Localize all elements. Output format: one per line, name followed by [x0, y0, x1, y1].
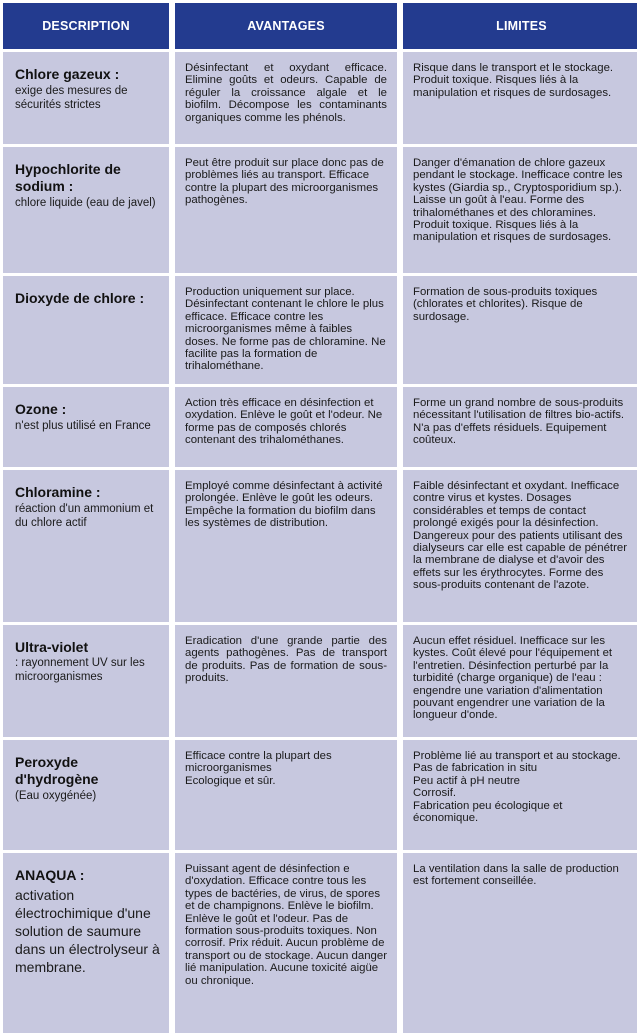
row-title: Ultra-violet [15, 639, 89, 655]
avantage-line: Ecologique et sûr. [185, 774, 276, 787]
row-chlore-gazeux-avantages: Désinfectant et oxydant efficace. Elimine goûts et odeurs. Capable de réguler la croissance algale et le biofilm. Décompose les contaminants organiques comme les phénols. [175, 52, 397, 144]
row-ultra-violet-limites: Aucun effet résiduel. Inefficace sur les kystes. Coût élevé pour l'équipement et l'entretien. Désinfection perturbé par la turbidité (charge organique) de l'eau : engendre une variation d'alimentation pouvant engendrer une variation de la longueur d'onde. [403, 625, 637, 737]
row-title: Chlore gazeux : [15, 66, 120, 82]
row-anaqua-limites: La ventilation dans la salle de production est fortement conseillée. [403, 853, 637, 1033]
row-dioxyde-avantages: Production uniquement sur place. Désinfectant contenant le chlore le plus efficace. Efficace contre les microorganismes même à faibles doses. Ne forme pas de chloramine. Ne facilite pas la formation de trihalométhane. [175, 276, 397, 384]
row-hypochlorite-limites: Danger d'émanation de chlore gazeux pendant le stockage. Inefficace contre les kystes (Giardia sp., Cryptosporidium sp.). Laisse un goût à l'eau. Forme des trihalométhanes et des chloramines. Produit toxique. Risques liés à la manipulation et risques de surdosages. [403, 147, 637, 273]
row-anaqua-avantages: Puissant agent de désinfection e d'oxydation. Efficace contre tous les types de bactéries, de virus, de spores et de champignons. Enlève le biofilm. Enlève le goût et l'odeur. Pas de formation sous-produits toxiques. Non corrosif. Prix réduit. Aucun problème de transport ou de stockage. Aucun danger lié manipulation. Aucune toxicité aigüe ou chronique. [175, 853, 397, 1033]
row-dioxyde-limites: Formation de sous-produits toxiques (chlorates et chlorites). Risque de surdosage. [403, 276, 637, 384]
row-ozone-avantages: Action très efficace en désinfection et oxydation. Enlève le goût et l'odeur. Ne forme pas de composés chlorés contenant des trihalométhanes. [175, 387, 397, 467]
row-hypochlorite-description [3, 147, 169, 273]
header-limites: LIMITES [403, 3, 637, 49]
header-avantages: AVANTAGES [175, 3, 397, 49]
row-dioxyde-description [3, 276, 169, 384]
row-ozone-description [3, 387, 169, 467]
row-title: Chloramine : [15, 484, 101, 500]
header-description: DESCRIPTION [3, 3, 169, 49]
row-hypochlorite-avantages: Peut être produit sur place donc pas de problèmes liés au transport. Efficace contre la plupart des microorganismes pathogènes. [175, 147, 397, 273]
avantage-line: Efficace contre la plupart des microorganismes [185, 750, 332, 775]
row-ultra-violet-description [3, 625, 169, 737]
row-title: Ozone : [15, 401, 67, 417]
row-title: Dioxyde de chlore : [15, 290, 145, 306]
row-subtitle: chlore liquide (eau de javel) [15, 197, 156, 209]
row-anaqua-description [3, 853, 169, 1033]
row-title: Peroxyde d'hydrogène [15, 754, 99, 787]
row-subtitle: exige des mesures de sécurités strictes [15, 85, 128, 111]
limite-line: Fabrication peu écologique et économique. [413, 799, 563, 825]
row-subtitle: : rayonnement UV sur les microorganismes [15, 657, 145, 683]
row-ultra-violet-avantages: Eradication d'une grande partie des agents pathogènes. Pas de transport de produits. Pas de formation de sous-produits. [175, 625, 397, 737]
row-ozone-limites: Forme un grand nombre de sous-produits nécessitant l'utilisation de filtres bio-actifs. N'a pas d'effets résiduels. Equipement coûteux. [403, 387, 637, 467]
limite-line: Corrosif. [413, 787, 457, 800]
row-chloramine-avantages: Employé comme désinfectant à activité prolongée. Enlève le goût les odeurs. Empêche la formation du biofilm dans les systèmes de distribution. [175, 470, 397, 622]
row-peroxyde-description [3, 740, 169, 850]
row-peroxyde-avantages [175, 740, 397, 850]
limite-line: Pas de fabrication in situ [413, 762, 538, 775]
row-subtitle: réaction d'un ammonium et du chlore actif [15, 503, 154, 529]
row-chloramine-description [3, 470, 169, 622]
row-peroxyde-limites [403, 740, 637, 850]
row-chloramine-limites: Faible désinfectant et oxydant. Inefficace contre virus et kystes. Dosages considérables et temps de contact prolongé exigés pour la désinfection. Dangereux pour des patients utilisant des dialyseurs car elle est capable de pénétrer la membrane de dialyse et d'avoir des effets sur les érythrocytes. Forme des sous-produits contenant de l'azote. [403, 470, 637, 622]
row-subtitle: (Eau oxygénée) [15, 790, 97, 802]
limite-line: Peu actif à pH neutre [413, 774, 521, 787]
row-chlore-gazeux-limites: Risque dans le transport et le stockage. Produit toxique. Risques liés à la manipulation et risques de surdosages. [403, 52, 637, 144]
row-title: Hypochlorite de sodium : [15, 161, 121, 194]
row-subtitle: activation électrochimique d'une solution de saumure dans un électrolyseur à membrane. [15, 887, 160, 975]
row-subtitle: n'est plus utilisé en France [15, 420, 151, 432]
row-title: ANAQUA : [15, 867, 85, 883]
limite-line: Problème lié au transport et au stockage. [413, 750, 621, 762]
row-chlore-gazeux-description [3, 52, 169, 144]
